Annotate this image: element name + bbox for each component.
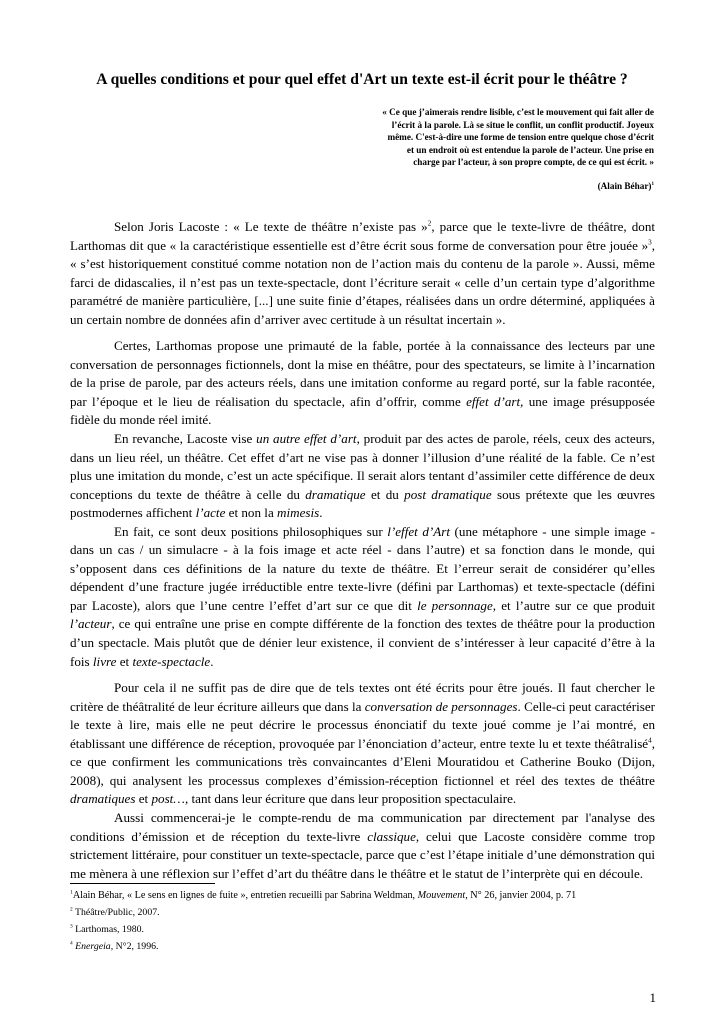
epigraph-line: et un endroit où est entendue la parole de l’acteur. Une prise en bbox=[406, 144, 654, 155]
epigraph-author-name: (Alain Béhar) bbox=[597, 181, 652, 191]
paragraph-2 bbox=[70, 337, 655, 430]
footnote-1 bbox=[70, 888, 655, 903]
italic-term: Mouvement bbox=[417, 890, 466, 901]
italic-term: post…, bbox=[151, 791, 189, 807]
italic-term: effet d’art bbox=[466, 393, 521, 409]
paragraph-text: , produit par des actes de parole, réels, ceux des acteurs, dans un lieu réel, un théâtre. Cet effet d’art ne vise pas à donner l’illusion d’une réalité de la fable. Ce n’est plus une imitation du monde, c’est un acte spécifique. Il serait alors tentant d’assimiler cette différence de deux conceptions du texte de théâtre à celle du bbox=[70, 431, 656, 502]
footnote-2 bbox=[70, 905, 655, 920]
paragraph-text: , une image présupposée fidèle du monde réel imité. bbox=[70, 393, 655, 428]
paragraph-text: Pour cela il ne suffit pas de dire que de tels textes ont été écrits pour être joués. Il faut chercher le critère de théâtralité de leur écriture ailleurs que dans la bbox=[70, 680, 655, 714]
italic-term: le personnage bbox=[417, 597, 493, 613]
epigraph-author bbox=[598, 180, 654, 192]
paragraph-text: , ce qui entraîne une prise en compte différente de la fonction des textes de théâtre pour la production d’un spectacle. Mais plutôt que de dénier leur existence, il convient de s’intéresser à leur capacité d’être à la fois bbox=[70, 616, 655, 669]
paragraph-text: et non la bbox=[225, 505, 278, 521]
italic-term: post dramatique bbox=[404, 486, 492, 502]
footnotes bbox=[70, 888, 655, 956]
epigraph-line: charge par l’acteur, à son propre compte, de ce qui est écrit. » bbox=[413, 157, 654, 168]
footnote-ref-2: 2 bbox=[427, 219, 432, 228]
epigraph-line: « Ce que j’aimerais rendre lisible, c’est le mouvement qui fait aller de bbox=[382, 107, 654, 117]
paragraph-1 bbox=[70, 218, 655, 329]
footnote-4 bbox=[70, 939, 655, 954]
italic-term: l’effet d’Art bbox=[387, 523, 450, 539]
footnote-ref-4: 4 bbox=[648, 736, 652, 745]
footnote-number: 4 bbox=[70, 940, 73, 947]
paragraph-text: , ce que confirment les communications très convaincantes d’Eleni Mouratidou et Catherine Bouko (Dijon, 2008), qui analysent les processus complexes d’émission-réception fictionnel et réel des textes de théâtre bbox=[70, 735, 655, 788]
paragraph-text: . bbox=[319, 505, 323, 521]
document-body bbox=[70, 218, 655, 883]
paragraph-text: En fait, ce sont deux positions philosophiques sur bbox=[114, 523, 388, 539]
footnote-number: 2 bbox=[70, 906, 73, 913]
italic-term: mimesis bbox=[277, 505, 320, 521]
paragraph-text: , et l’autre sur ce que produit bbox=[492, 597, 655, 613]
paragraph-text: , celui que Lacoste considère comme trop strictement littéraire, pour constituer un texte-spectacle, parce que c’est l’étape initiale d’une démonstration qui me mènera à une réflexion sur l’effet d’art du théâtre dans le théâtre et le statut de l’interprète qui en découle. bbox=[70, 828, 655, 881]
italic-term: dramatique bbox=[305, 486, 366, 502]
footnote-number: 1 bbox=[70, 889, 73, 896]
paragraph-6 bbox=[70, 809, 655, 883]
paragraph-text: . bbox=[210, 653, 214, 669]
italic-term: conversation de personnages bbox=[364, 698, 518, 714]
paragraph-text: et bbox=[135, 791, 152, 807]
footnote-text: Larthomas, 1980. bbox=[72, 924, 144, 935]
paragraph-text: , parce que le texte-livre de théâtre, dont Larthomas dit que « la caractéristique essentielle est d’être écrit sous forme de conversation pour être jouée » bbox=[70, 219, 655, 253]
italic-term: l’acteur bbox=[70, 616, 112, 632]
footnote-ref-3: 3 bbox=[648, 238, 652, 247]
italic-term: un autre effet d’art bbox=[256, 431, 357, 447]
italic-term: texte-spectacle bbox=[132, 653, 211, 669]
footnote-text: Théâtre/Public, 2007. bbox=[72, 907, 160, 918]
footnote-ref-1: 1 bbox=[651, 180, 654, 187]
paragraph-text: Selon Joris Lacoste : « Le texte de théâtre n’existe pas » bbox=[114, 219, 428, 234]
paragraph-text: . Celle-ci peut caractériser le texte à lire, mais elle ne peut décrire le processus énonciatif du texte joué comme je l’ai montré, en établissant une différence de réception, provoquée par l’énonciation d’acteur, entre texte lu et texte théâtralisé bbox=[70, 698, 655, 751]
footnote-text: Alain Béhar, « Le sens en lignes de fuite », entretien recueilli par Sabrina Weldman, bbox=[72, 890, 418, 901]
footnote-3 bbox=[70, 922, 655, 937]
document-title: A quelles conditions et pour quel effet d'Art un texte est-il écrit pour le théâtre ? bbox=[96, 71, 628, 88]
paragraph-text: sous prétexte que les œuvres postmodernes affichent bbox=[70, 486, 655, 521]
footnote-separator bbox=[70, 883, 215, 884]
paragraph-text: et bbox=[116, 653, 133, 669]
epigraph-line: l’écrit à la parole. Là se situe le conflit, un conflit productif. Joyeux bbox=[391, 119, 654, 130]
footnote-text: , N° 26, janvier 2004, p. 71 bbox=[465, 890, 577, 901]
epigraph-line: même. C'est-à-dire une forme de tension entre quelque chose d’écrit bbox=[387, 132, 654, 143]
paragraph-text: Certes, Larthomas propose une primauté de la fable, portée à la connaissance des lecteurs par une conversation de personnages fictionnels, dont la mise en théâtre, pour des spectateurs, se limite à l’incarnation de la prise de parole, par des acteurs réels, dans une imitation conforme au regard porté, sur la fable racontée, par l’époque et le lieu de réalisation du spectacle, afin d’offrir, comme bbox=[70, 338, 655, 409]
italic-term: Energeia bbox=[75, 941, 111, 952]
italic-term: livre bbox=[92, 653, 117, 669]
italic-term: l’acte bbox=[195, 505, 226, 521]
footnote-number: 3 bbox=[70, 923, 73, 930]
epigraph-quote bbox=[294, 106, 654, 169]
paragraph-text: et du bbox=[365, 486, 405, 502]
paragraph-4 bbox=[70, 523, 655, 671]
paragraph-text: Aussi commencerai-je le compte-rendu de ma communication par directement par l'analyse des conditions d’émission et de réception du texte-livre bbox=[70, 809, 655, 844]
paragraph-text: , « s’est historiquement constitué comme notation non de l’action mais du contenu de la parole ». Aussi, même farci de didascalies, il n’est pas un texte-spectacle, dont l’écriture serait « celle d’un certain type d’algorithme paramétré de manière particulière, [...] une suite finie d’étapes, réalisées dans un ordre déterminé, appliquées à un certain nombre de données afin d’arriver avec certitude à un résultat incertain ». bbox=[70, 237, 655, 327]
paragraph-3 bbox=[70, 430, 655, 523]
paragraph-text: (une métaphore - une simple image - dans un cas / un simulacre - à la fois image et acte réel - dans l’autre) et sa fonction dans le monde, qui s’opposent dans ces définitions de la nature du texte de théâtre. Et l’erreur serait de considérer qu’elles dépendent d’une fracture jugée irréductible entre texte-livre (défini par Larthomas) et texte-spectacle (défini par Lacoste), alors que l’une centre l’effet d’art sur ce que dit bbox=[70, 523, 655, 613]
footnote-text: , N°2, 1996. bbox=[110, 941, 159, 952]
paragraph-text: En revanche, Lacoste vise bbox=[114, 431, 257, 447]
italic-term: dramatiques bbox=[70, 791, 136, 807]
page-number: 1 bbox=[649, 990, 656, 1005]
paragraph-5 bbox=[70, 679, 655, 809]
italic-term: classique bbox=[367, 828, 416, 844]
paragraph-text: tant dans leur écriture que dans leur proposition spectaculaire. bbox=[188, 791, 517, 807]
